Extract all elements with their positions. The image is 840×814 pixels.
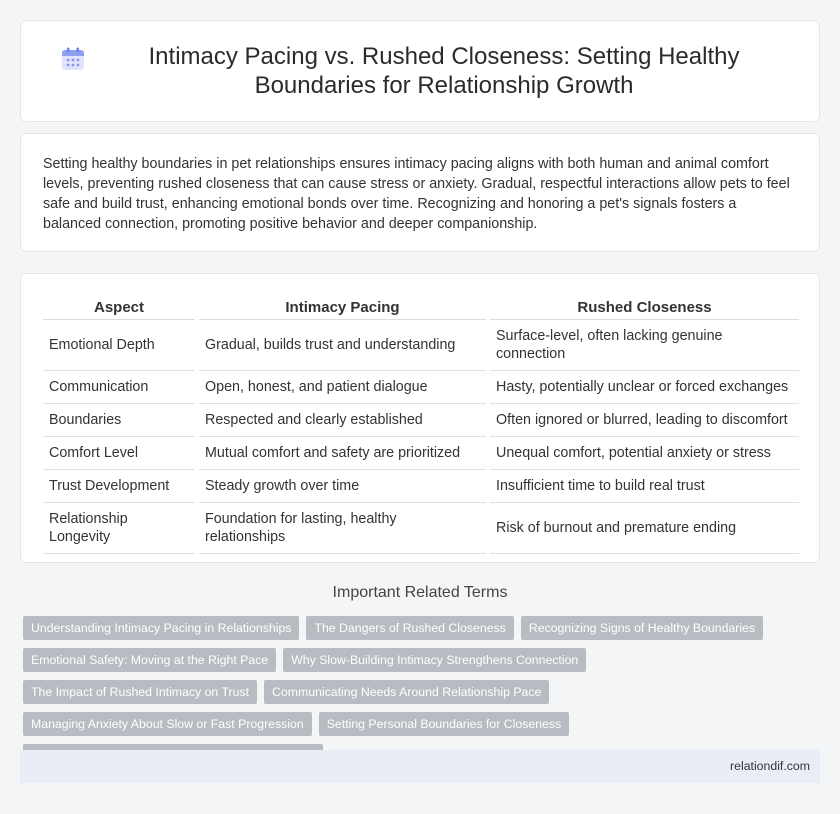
related-term-tag[interactable]: Understanding Intimacy Pacing in Relationships xyxy=(23,616,299,640)
table-row xyxy=(43,503,799,554)
header-aspect: Aspect xyxy=(43,296,195,320)
intro-card xyxy=(20,133,820,252)
row-rushed: Often ignored or blurred, leading to discomfort xyxy=(490,404,799,437)
row-pacing: Mutual comfort and safety are prioritized xyxy=(199,437,486,470)
row-aspect: Communication xyxy=(43,371,195,404)
comparison-table xyxy=(43,296,799,554)
title-wrap xyxy=(60,42,780,100)
row-pacing: Gradual, builds trust and understanding xyxy=(199,320,486,371)
related-term-tag[interactable]: Emotional Safety: Moving at the Right Pace xyxy=(23,648,276,672)
header-rushed-closeness: Rushed Closeness xyxy=(490,296,799,320)
related-term-tag[interactable]: Setting Personal Boundaries for Closeness xyxy=(319,712,569,736)
related-term-tag[interactable]: The Dangers of Rushed Closeness xyxy=(306,616,513,640)
table-row xyxy=(43,470,799,503)
row-pacing: Respected and clearly established xyxy=(199,404,486,437)
related-term-tag[interactable]: Managing Anxiety About Slow or Fast Progression xyxy=(23,712,312,736)
footer-site-link[interactable]: relationdif.com xyxy=(730,759,810,773)
row-pacing: Foundation for lasting, healthy relationships xyxy=(199,503,486,554)
table-header-row xyxy=(43,296,799,320)
footer xyxy=(20,750,820,783)
row-pacing: Steady growth over time xyxy=(199,470,486,503)
row-rushed: Hasty, potentially unclear or forced exchanges xyxy=(490,371,799,404)
row-rushed: Insufficient time to build real trust xyxy=(490,470,799,503)
related-term-tag[interactable]: Communicating Needs Around Relationship Pace xyxy=(264,680,549,704)
row-aspect: Boundaries xyxy=(43,404,195,437)
calendar-icon xyxy=(60,46,86,72)
row-pacing: Open, honest, and patient dialogue xyxy=(199,371,486,404)
row-rushed: Surface-level, often lacking genuine connection xyxy=(490,320,799,371)
intro-paragraph: Setting healthy boundaries in pet relationships ensures intimacy pacing aligns with both human and animal comfort levels, preventing rushed closeness that can cause stress or anxiety. Gradual, respectful interactions allow pets to feel safe and build trust, enhancing emotional bonds over time. Recognizing and honoring a pet's signals fosters a balanced connection, promoting positive behavior and deeper companionship. xyxy=(43,156,790,232)
table-row xyxy=(43,371,799,404)
row-aspect: Relationship Longevity xyxy=(43,503,195,554)
row-rushed: Unequal comfort, potential anxiety or stress xyxy=(490,437,799,470)
related-term-tag[interactable]: Why Slow-Building Intimacy Strengthens Connection xyxy=(283,648,586,672)
related-terms-heading: Important Related Terms xyxy=(332,584,508,601)
table-row xyxy=(43,404,799,437)
header-intimacy-pacing: Intimacy Pacing xyxy=(199,296,486,320)
table-row xyxy=(43,320,799,371)
row-aspect: Emotional Depth xyxy=(43,320,195,371)
table-row xyxy=(43,437,799,470)
comparison-card xyxy=(20,273,820,563)
related-term-tag[interactable]: Recognizing Signs of Healthy Boundaries xyxy=(521,616,763,640)
title-card xyxy=(20,20,820,122)
row-aspect: Trust Development xyxy=(43,470,195,503)
row-rushed: Risk of burnout and premature ending xyxy=(490,503,799,554)
row-aspect: Comfort Level xyxy=(43,437,195,470)
page-title: Intimacy Pacing vs. Rushed Closeness: Setting Healthy Boundaries for Relationship Growth xyxy=(148,43,740,99)
related-term-tag[interactable]: The Impact of Rushed Intimacy on Trust xyxy=(23,680,257,704)
